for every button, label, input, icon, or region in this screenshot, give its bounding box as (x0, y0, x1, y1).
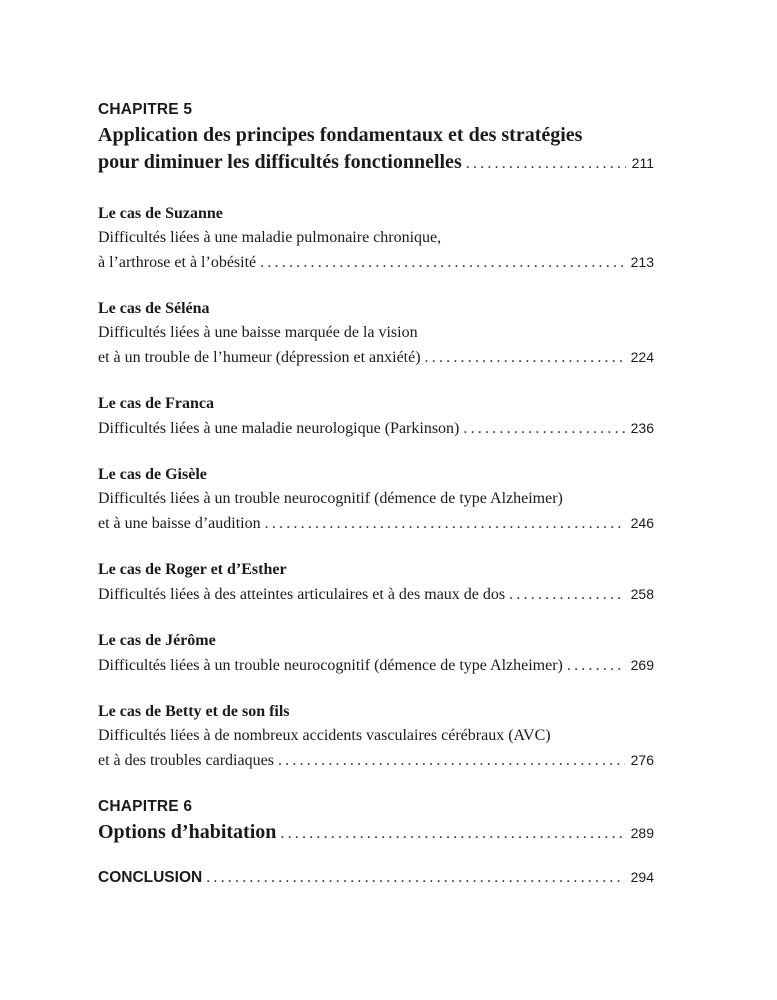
case-title: Le cas de Roger et d’Esther (98, 561, 287, 578)
case-entry-selena[interactable] (98, 297, 654, 370)
case-description-row (98, 345, 654, 370)
chapter-5-page-number: 211 (631, 155, 654, 171)
case-description-line-1: Difficultés liées à un trouble neurocognitif (démence de type Alzheimer) (98, 490, 563, 507)
case-entry-roger-esther[interactable] (98, 558, 654, 607)
chapter-5-title-line-1: Application des principes fondamentaux et des stratégies (98, 124, 583, 146)
case-description-row (98, 511, 654, 536)
case-title: Le cas de Gisèle (98, 466, 207, 483)
chapter-6-entry[interactable] (98, 795, 654, 847)
case-page-number: 276 (630, 752, 654, 768)
dot-leader (463, 417, 624, 441)
conclusion-row (98, 869, 654, 887)
case-description-line-1: Difficultés liées à une maladie pulmonaire chronique, (98, 229, 442, 246)
case-page-number: 213 (630, 254, 654, 270)
case-page-number: 269 (630, 657, 654, 673)
case-description-row (98, 250, 654, 275)
case-description-line-2: et à une baisse d’audition (98, 515, 261, 532)
dot-leader (509, 583, 625, 607)
case-entry-betty[interactable] (98, 700, 654, 773)
case-entry-jerome[interactable] (98, 629, 654, 678)
case-page-number: 224 (630, 349, 654, 365)
case-description-line-1: Difficultés liées à une maladie neurologique (Parkinson) (98, 420, 460, 437)
case-page-number: 236 (630, 420, 654, 436)
chapter-6-label: CHAPITRE 6 (98, 798, 193, 815)
case-description-row (98, 582, 654, 607)
chapter-6-title-row (98, 819, 654, 847)
case-description-row (98, 748, 654, 773)
case-title: Le cas de Betty et de son fils (98, 703, 290, 720)
case-page-number: 258 (630, 586, 654, 602)
table-of-contents (98, 98, 654, 887)
dot-leader (265, 512, 625, 536)
case-description-line-1: Difficultés liées à un trouble neurocognitif (démence de type Alzheimer) (98, 657, 563, 674)
case-description-line-2: et à des troubles cardiaques (98, 752, 274, 769)
chapter-5-title-line-2: pour diminuer les difficultés fonctionnelles (98, 151, 462, 173)
dot-leader (425, 346, 625, 370)
dot-leader (278, 749, 625, 773)
case-title: Le cas de Séléna (98, 300, 210, 317)
case-title: Le cas de Franca (98, 395, 214, 412)
case-entry-suzanne[interactable] (98, 202, 654, 275)
dot-leader (260, 251, 624, 275)
case-title: Le cas de Suzanne (98, 205, 223, 222)
case-description-row (98, 653, 654, 678)
chapter-6-page-number: 289 (630, 825, 654, 841)
dot-leader (280, 820, 624, 847)
dot-leader (567, 654, 625, 678)
case-description-row (98, 416, 654, 441)
case-description-line-1: Difficultés liées à de nombreux accidents vasculaires cérébraux (AVC) (98, 727, 551, 744)
chapter-5-title-row (98, 149, 654, 177)
chapter-5-entry[interactable] (98, 98, 654, 177)
conclusion-entry[interactable] (98, 869, 654, 887)
case-description-line-2: et à un trouble de l’humeur (dépression et anxiété) (98, 349, 421, 366)
conclusion-page-number: 294 (630, 869, 654, 885)
conclusion-label: CONCLUSION (98, 869, 203, 886)
chapter-5-label: CHAPITRE 5 (98, 101, 193, 118)
dot-leader (206, 869, 624, 887)
case-description-line-1: Difficultés liées à des atteintes articulaires et à des maux de dos (98, 586, 506, 603)
chapter-6-title: Options d’habitation (98, 821, 277, 843)
case-description-line-1: Difficultés liées à une baisse marquée de la vision (98, 324, 418, 341)
dot-leader (466, 150, 626, 177)
case-entry-gisele[interactable] (98, 463, 654, 536)
case-page-number: 246 (630, 515, 654, 531)
case-title: Le cas de Jérôme (98, 632, 216, 649)
case-entry-franca[interactable] (98, 392, 654, 441)
case-description-line-2: à l’arthrose et à l’obésité (98, 254, 257, 271)
